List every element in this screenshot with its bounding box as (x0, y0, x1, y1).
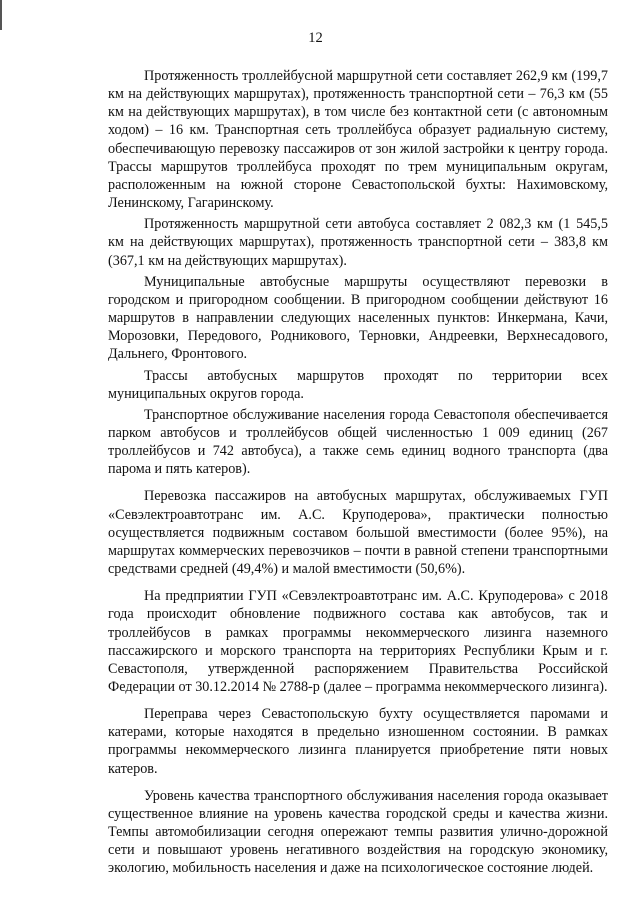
paragraph-fleet: Транспортное обслуживание населения города Севастополя обеспечивается парком автобусов и троллейбусов общей численностью 1 009 единиц (267 троллейбусов и 742 автобуса), а также семь единиц водного транспорта (два парома и пять катеров). (108, 406, 608, 478)
paragraph-trolleybus-network: Протяженность троллейбусной маршрутной сети составляет 262,9 км (199,7 км на действующих маршрутах), протяженность транспортной сети – 76,3 км (55 км на действующих маршрутах), в том числе без контактной сети (с автономным ходом) – 16 км. Транспортная сеть троллейбуса образует радиальную систему, обеспечивающую перевозку пассажиров от зон жилой застройки к центру города. Трассы маршрутов троллейбуса проходят по трем муниципальным округам, расположенным на южной стороне Севастопольской бухты: Нахимовскому, Ленинскому, Гагаринскому. (108, 68, 608, 212)
paragraph-fleet-renewal: На предприятии ГУП «Севэлектроавтотранс им. А.С. Круподерова» с 2018 года происходит обновление подвижного состава как автобусов, так и троллейбусов в рамках программы некоммерческого лизинга наземного пассажирского и морского транспорта на территориях Республики Крым и г. Севастополя, утвержденной распоряжением Правительства Российской Федерации от 30.12.2014 № 2788-р (далее – программа некоммерческого лизинга). (108, 588, 608, 695)
page-number: 12 (308, 30, 323, 46)
scan-edge-mark (0, 0, 2, 30)
paragraph-bus-network: Протяженность маршрутной сети автобуса составляет 2 082,3 км (1 545,5 км на действующих маршрутах), протяженность транспортной сети – 383,8 км (367,1 км на действующих маршрутах). (108, 216, 608, 269)
paragraph-municipal-routes: Муниципальные автобусные маршруты осуществляют перевозки в городском и пригородном сообщении. В пригородном сообщении действуют 16 маршрутов в направлении следующих населенных пунктов: Инкермана, Качи, Морозовки, Передового, Родникового, Терновки, Андреевки, Верхнесадового, Дальнего, Фронтового. (108, 273, 608, 363)
paragraph-service-quality: Уровень качества транспортного обслуживания населения города оказывает существенное влияние на уровень качества городской среды и качества жизни. Темпы автомобилизации сегодня опережают темпы развития улично-дорожной сети и повышают уровень негативного воздействия на городскую экономику, экологию, мобильность населения и даже на психологическое состояние людей. (108, 787, 608, 877)
paragraph-passenger-transport: Перевозка пассажиров на автобусных маршрутах, обслуживаемых ГУП «Севэлектроавтотранс им. А.С. Круподерова», практически полностью осуществляется подвижным составом большой вместимости (более 95%), на маршрутах коммерческих перевозчиков – почти в равной степени транспортными средствами средней (49,4%) и малой вместимости (50,6%). (108, 488, 608, 578)
body-text (108, 67, 608, 881)
paragraph-bus-route-coverage: Трассы автобусных маршрутов проходят по территории всех муниципальных округов города. (108, 367, 608, 402)
paragraph-bay-crossing: Переправа через Севастопольскую бухту осуществляется паромами и катерами, которые находятся в предельно изношенном состоянии. В рамках программы некоммерческого лизинга планируется приобретение пяти новых катеров. (108, 706, 608, 777)
